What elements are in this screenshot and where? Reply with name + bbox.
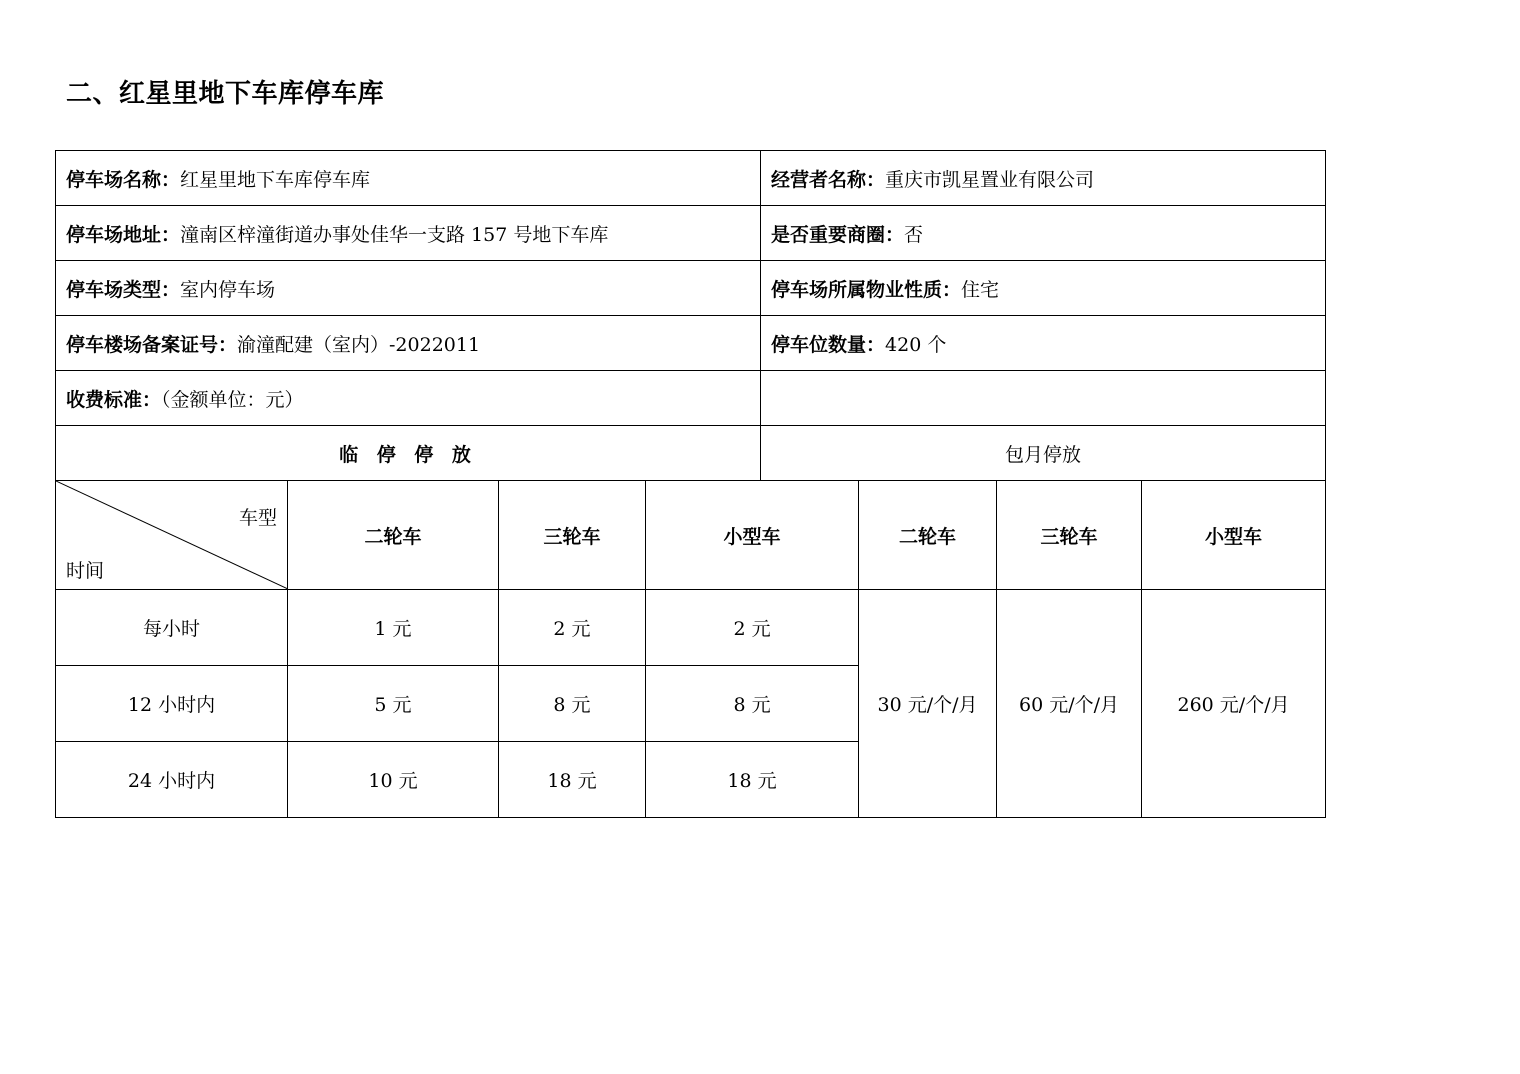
business-district-label: 是否重要商圈： xyxy=(771,223,905,246)
parking-info-table xyxy=(55,150,1326,818)
rate-small-car: 8 元 xyxy=(646,666,859,742)
empty-cell xyxy=(761,371,1326,426)
parking-name-label: 停车场名称： xyxy=(66,168,181,191)
temporary-parking-title: 临 停 停 放 xyxy=(56,426,761,481)
operator-label: 经营者名称： xyxy=(771,168,886,191)
record-number-cell xyxy=(56,316,761,371)
rate-three-wheel: 8 元 xyxy=(499,666,646,742)
time-axis-label: 时间 xyxy=(66,560,105,582)
property-nature-cell xyxy=(761,261,1326,316)
monthly-rate-two-wheel: 30 元/个/月 xyxy=(859,590,997,818)
address-label: 停车场地址： xyxy=(66,223,181,246)
vehicle-type-axis-label: 车型 xyxy=(238,507,277,529)
parking-name-value: 红星里地下车库停车库 xyxy=(180,168,371,191)
info-row-address xyxy=(56,206,1326,261)
info-row-name xyxy=(56,151,1326,206)
diagonal-header-cell xyxy=(56,481,288,590)
info-row-record xyxy=(56,316,1326,371)
temp-header-two-wheel: 二轮车 xyxy=(288,481,499,590)
parking-name-cell xyxy=(56,151,761,206)
address-cell xyxy=(56,206,761,261)
page-title: 二、红星里地下车库停车库 xyxy=(66,79,385,109)
period-cell: 24 小时内 xyxy=(56,742,288,818)
period-cell: 12 小时内 xyxy=(56,666,288,742)
monthly-parking-title: 包月停放 xyxy=(761,426,1326,481)
rate-small-car: 18 元 xyxy=(646,742,859,818)
operator-cell xyxy=(761,151,1326,206)
space-count-cell xyxy=(761,316,1326,371)
fee-section-row xyxy=(56,426,1326,481)
record-number-value: 渝潼配建（室内）-2022011 xyxy=(237,333,481,356)
address-value: 潼南区梓潼街道办事处佳华一支路 157 号地下车库 xyxy=(180,223,609,246)
temp-header-small-car: 小型车 xyxy=(646,481,859,590)
monthly-rate-small-car: 260 元/个/月 xyxy=(1142,590,1326,818)
table-row xyxy=(56,590,1326,666)
period-cell: 每小时 xyxy=(56,590,288,666)
business-district-value: 否 xyxy=(904,223,924,246)
info-row-fee-standard xyxy=(56,371,1326,426)
parking-type-cell xyxy=(56,261,761,316)
fee-standard-label: 收费标准： xyxy=(66,388,162,411)
space-count-value: 420 个 xyxy=(885,333,947,356)
monthly-header-three-wheel: 三轮车 xyxy=(997,481,1142,590)
property-nature-value: 住宅 xyxy=(961,278,1000,301)
monthly-header-small-car: 小型车 xyxy=(1142,481,1326,590)
monthly-header-two-wheel: 二轮车 xyxy=(859,481,997,590)
space-count-label: 停车位数量： xyxy=(771,333,886,356)
business-district-cell xyxy=(761,206,1326,261)
vehicle-type-header-row xyxy=(56,481,1326,590)
parking-type-label: 停车场类型： xyxy=(66,278,181,301)
operator-value: 重庆市凯星置业有限公司 xyxy=(885,168,1095,191)
fee-standard-cell xyxy=(56,371,761,426)
record-number-label: 停车楼场备案证号： xyxy=(66,333,238,356)
rate-two-wheel: 5 元 xyxy=(288,666,499,742)
rate-two-wheel: 1 元 xyxy=(288,590,499,666)
fee-standard-value: （金额单位：元） xyxy=(161,388,304,411)
rate-two-wheel: 10 元 xyxy=(288,742,499,818)
monthly-rate-three-wheel: 60 元/个/月 xyxy=(997,590,1142,818)
temp-header-three-wheel: 三轮车 xyxy=(499,481,646,590)
parking-type-value: 室内停车场 xyxy=(180,278,276,301)
rate-small-car: 2 元 xyxy=(646,590,859,666)
info-row-type xyxy=(56,261,1326,316)
rate-three-wheel: 2 元 xyxy=(499,590,646,666)
rate-three-wheel: 18 元 xyxy=(499,742,646,818)
property-nature-label: 停车场所属物业性质： xyxy=(771,278,962,301)
